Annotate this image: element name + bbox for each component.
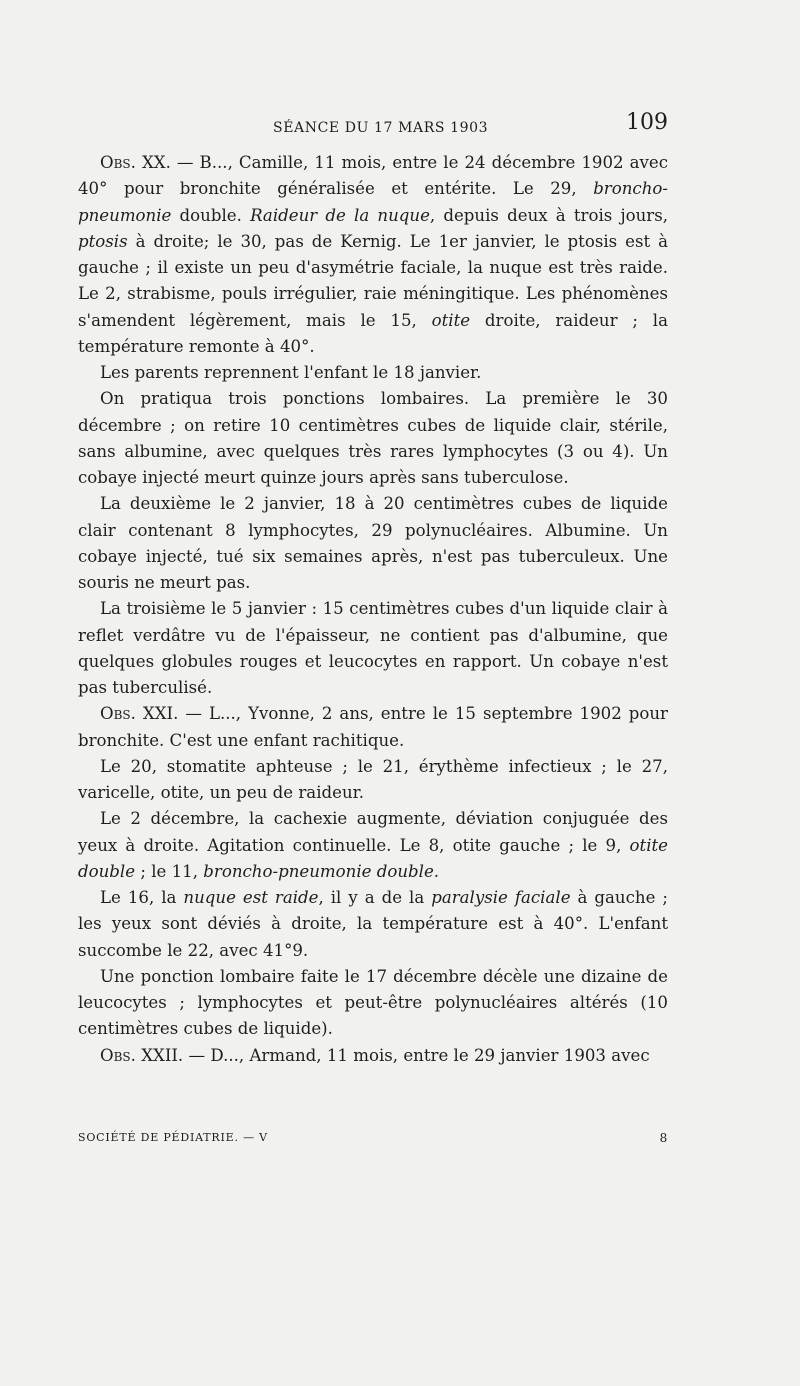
paragraph bbox=[78, 360, 668, 386]
signature-mark: 8 bbox=[659, 1131, 668, 1145]
running-head bbox=[78, 110, 668, 146]
text-run: , il y a de la bbox=[318, 888, 432, 907]
paragraph bbox=[78, 596, 668, 701]
body-text bbox=[78, 150, 668, 1069]
paragraph bbox=[78, 806, 668, 885]
text-run: — D..., Armand, 11 mois, entre le 29 janvier 1903 avec bbox=[183, 1045, 650, 1065]
text-run: Le 16, la bbox=[100, 888, 184, 907]
text-run: à droite; le 30, pas de Kernig. Le 1er janvier, le ptosis est à gauche ; il existe un peu d'asymétrie faciale, la nuque est très raide. Le 2, strabisme, pouls irrégulier, raie méningitique. Les phénomènes s'amendent légèrement, mais le 15, bbox=[78, 231, 668, 330]
text-run: Une ponction lombaire faite le 17 décembre décèle une dizaine de leucocytes ; lymphocytes et peut-être polynucléaires altérés (10 centimètres cubes de liquide). bbox=[78, 966, 668, 1039]
observation-label: Obs. XXII. bbox=[100, 1045, 184, 1065]
text-run: — L..., Yvonne, 2 ans, entre le 15 septembre 1902 pour bronchite. C'est une enfant rachitique. bbox=[78, 704, 668, 750]
italic-text: otite double bbox=[78, 835, 668, 881]
text-run: — B..., Camille, 11 mois, entre le 24 décembre 1902 avec 40° pour bronchite généralisée et entérite. Le 29, bbox=[78, 153, 669, 199]
italic-text: broncho-pneumonie double. bbox=[203, 861, 440, 881]
page-number: 109 bbox=[626, 110, 668, 135]
footer-text: SOCIÉTÉ DE PÉDIATRIE. — V bbox=[78, 1131, 268, 1144]
italic-text: Raideur de la nuque bbox=[250, 205, 430, 225]
paragraph bbox=[78, 1043, 668, 1069]
text-run: La troisième le 5 janvier : 15 centimètres cubes d'un liquide clair à reflet verdâtre vu de l'épaisseur, ne contient pas d'albumine, que quelques globules rouges et leucocytes en rapport. Un cobaye n'est pas tuberculisé. bbox=[78, 599, 668, 697]
page-footer bbox=[78, 1131, 668, 1144]
italic-text: nuque est raide bbox=[183, 888, 319, 907]
text-run: Les parents reprennent l'enfant le 18 janvier. bbox=[100, 363, 482, 382]
paragraph bbox=[78, 964, 668, 1043]
paragraph bbox=[78, 491, 668, 596]
italic-text: ptosis bbox=[78, 231, 128, 251]
text-run: à gauche ; les yeux sont déviés à droite, la température est à 40°. L'enfant succombe le 22, avec 41°9. bbox=[78, 888, 668, 960]
running-title: SÉANCE DU 17 MARS 1903 bbox=[273, 120, 489, 136]
text-run: Le 2 décembre, la cachexie augmente, déviation conjuguée des yeux à droite. Agitation continuelle. Le 8, otite gauche ; le 9, bbox=[78, 809, 668, 855]
observation-label: Obs. XX. bbox=[100, 153, 171, 172]
paragraph bbox=[78, 885, 668, 964]
text-run: double. bbox=[171, 205, 251, 225]
italic-text: broncho-pneumonie bbox=[78, 179, 668, 225]
paragraph bbox=[78, 386, 668, 491]
paragraph bbox=[78, 150, 668, 360]
text-run: ; le 11, bbox=[135, 861, 204, 881]
text-run: droite, raideur ; la température remonte à 40°. bbox=[78, 310, 669, 356]
text-run: , depuis deux à trois jours, bbox=[429, 205, 669, 225]
italic-text: otite bbox=[431, 310, 471, 330]
paragraph bbox=[78, 754, 668, 807]
text-run: On pratiqua trois ponctions lombaires. La première le 30 décembre ; on retire 10 centimètres cubes de liquide clair, stérile, sans albumine, avec quelques très rares lymphocytes (3 ou 4). Un cobaye injecté meurt quinze jours après sans tuberculose. bbox=[78, 389, 668, 487]
observation-label: Obs. XXI. bbox=[100, 704, 179, 724]
italic-text: paralysie faciale bbox=[431, 888, 571, 907]
paragraph bbox=[78, 701, 668, 754]
text-run: La deuxième le 2 janvier, 18 à 20 centimètres cubes de liquide clair contenant 8 lymphocytes, 29 polynucléaires. Albumine. Un cobaye injecté, tué six semaines après, n'est pas tuberculeux. Une souris ne meurt pas. bbox=[78, 494, 668, 592]
text-run: Le 20, stomatite aphteuse ; le 21, érythème infectieux ; le 27, varicelle, otite, un peu de raideur. bbox=[78, 756, 668, 802]
